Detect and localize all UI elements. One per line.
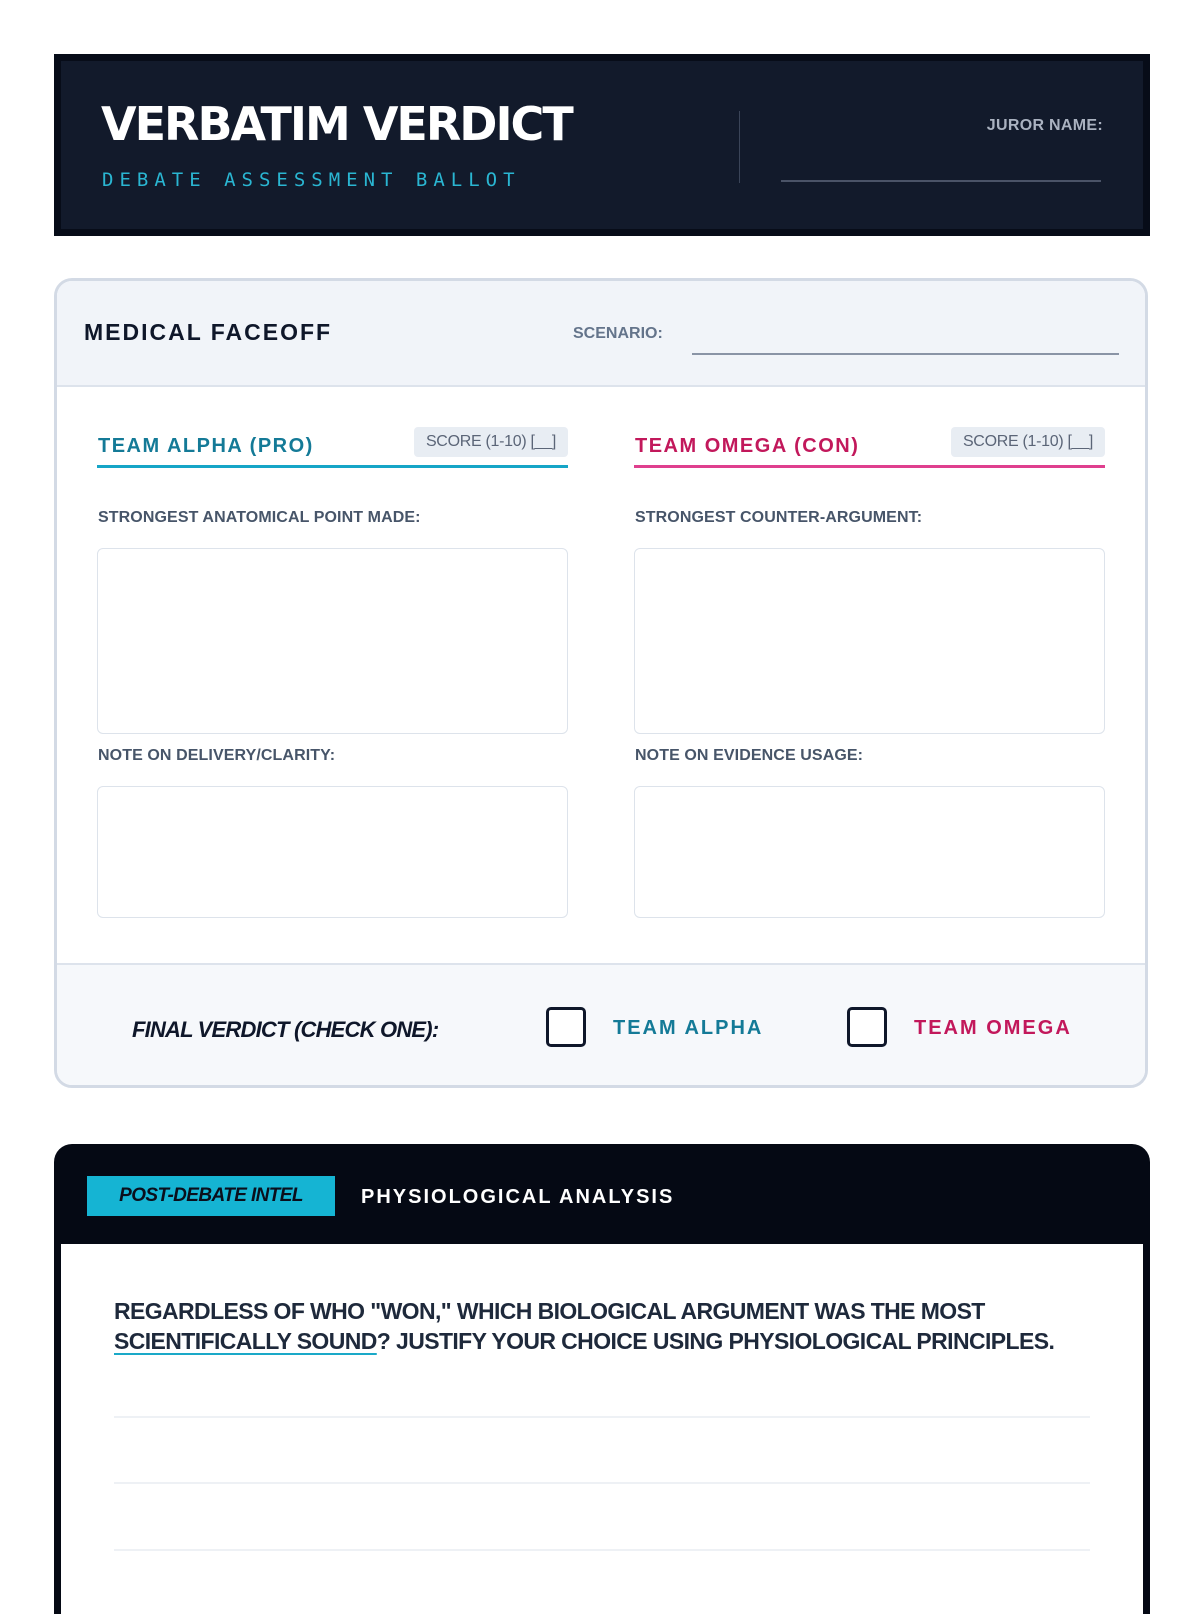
ballot-header — [54, 54, 1150, 236]
header-divider — [739, 111, 740, 183]
team-omega-header — [634, 425, 1105, 468]
post-debate-intel-section — [54, 1144, 1150, 1614]
verdict-alpha-checkbox[interactable] — [546, 1007, 586, 1047]
scenario-label: SCENARIO: — [573, 325, 663, 342]
team-alpha-column — [97, 385, 568, 945]
team-omega-field1-box[interactable] — [634, 548, 1105, 734]
final-verdict-label: FINAL VERDICT (CHECK ONE): — [132, 1017, 439, 1042]
debate-card — [54, 278, 1148, 1088]
team-omega-field1-label: STRONGEST COUNTER-ARGUMENT: — [635, 509, 923, 526]
ballot-title: VERBATIM VERDICT — [101, 97, 572, 151]
event-title: MEDICAL FACEOFF — [84, 319, 333, 345]
team-alpha-score-field[interactable]: SCORE (1-10) [__] — [414, 427, 568, 457]
juror-name-label: JUROR NAME: — [986, 117, 1103, 134]
answer-line[interactable] — [114, 1549, 1090, 1551]
team-omega-name: TEAM OMEGA (CON) — [635, 435, 860, 457]
team-alpha-field2-box[interactable] — [97, 786, 568, 918]
analysis-prompt-underlined: SCIENTIFICALLY SOUND — [114, 1328, 377, 1354]
verdict-omega-checkbox[interactable] — [847, 1007, 887, 1047]
intel-tag: POST-DEBATE INTEL — [87, 1176, 335, 1216]
analysis-prompt-part2: ? JUSTIFY YOUR CHOICE USING PHYSIOLOGICAL PRINCIPLES. — [376, 1328, 1055, 1354]
juror-name-field[interactable] — [781, 180, 1101, 182]
team-omega-score-field[interactable]: SCORE (1-10) [__] — [951, 427, 1105, 457]
team-alpha-field1-box[interactable] — [97, 548, 568, 734]
team-alpha-field1-label: STRONGEST ANATOMICAL POINT MADE: — [98, 509, 421, 526]
intel-header — [61, 1144, 1143, 1244]
analysis-prompt-part1: REGARDLESS OF WHO "WON," WHICH BIOLOGICAL ARGUMENT WAS THE MOST — [114, 1298, 985, 1324]
intel-title: PHYSIOLOGICAL ANALYSIS — [361, 1186, 675, 1208]
team-alpha-header — [97, 425, 568, 468]
scenario-field[interactable] — [692, 353, 1119, 355]
card-header — [57, 281, 1145, 387]
verdict-omega-label: TEAM OMEGA — [914, 1017, 1072, 1039]
ballot-subtitle: DEBATE ASSESSMENT BALLOT — [102, 169, 521, 191]
analysis-prompt — [114, 1296, 1094, 1356]
intel-body — [61, 1244, 1143, 1614]
verdict-alpha-label: TEAM ALPHA — [613, 1017, 764, 1039]
team-omega-field2-label: NOTE ON EVIDENCE USAGE: — [635, 747, 864, 764]
answer-line[interactable] — [114, 1482, 1090, 1484]
final-verdict-bar — [57, 963, 1145, 1085]
answer-line[interactable] — [114, 1416, 1090, 1418]
team-omega-column — [634, 385, 1105, 945]
team-alpha-field2-label: NOTE ON DELIVERY/CLARITY: — [98, 747, 336, 764]
team-omega-field2-box[interactable] — [634, 786, 1105, 918]
team-alpha-name: TEAM ALPHA (PRO) — [98, 435, 314, 457]
